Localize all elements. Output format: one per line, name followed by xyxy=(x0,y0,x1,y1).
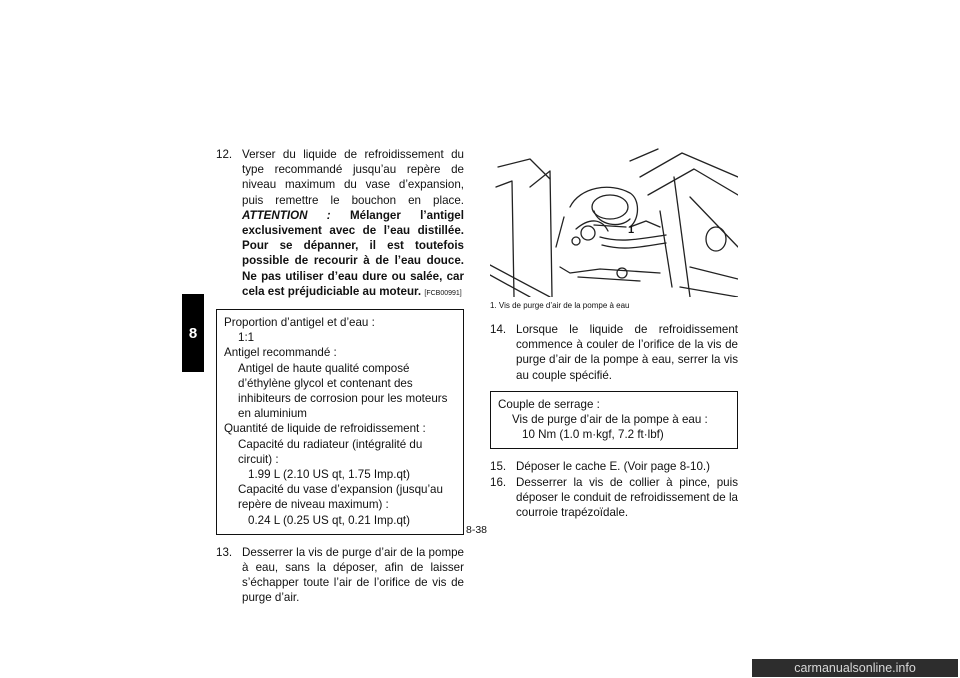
step-text: Desserrer la vis de collier à pince, puis déposer le conduit de refroidissement de la courroie trapézoïdale. xyxy=(516,475,738,520)
spec-label: Proportion d’antigel et d’eau : xyxy=(224,316,375,330)
step-text: Lorsque le liquide de refroidissement commence à couler de l’orifice de la vis de purge d’air de la pompe à eau, serrer la vis au couple spécifié. xyxy=(516,323,738,382)
spec-value: 0.24 L (0.25 US qt, 0.21 Imp.qt) xyxy=(248,513,410,527)
spec-sublabel: Capacité du vase d’expansion (jusqu’au repère de niveau maximum) : xyxy=(238,483,443,512)
right-column xyxy=(490,322,738,520)
spec-label: Couple de serrage : xyxy=(498,397,600,411)
step-number: 14. xyxy=(490,323,507,336)
step-text: Desserrer la vis de purge d’air de la pompe à eau, sans la déposer, afin de laisser s’échapper toute l’air de l’orifice de vis de purge d’air. xyxy=(242,545,464,605)
watermark: carmanualsonline.info xyxy=(752,659,958,677)
step-12 xyxy=(216,147,464,301)
spec-value: 1:1 xyxy=(238,331,255,345)
step-13 xyxy=(216,545,464,606)
step-14 xyxy=(490,322,738,383)
spec-value: 10 Nm (1.0 m·kgf, 7.2 ft·lbf) xyxy=(522,428,664,442)
step-number: 13. xyxy=(216,545,233,559)
step-text: Déposer le cache E. (Voir page 8-10.) xyxy=(516,460,710,474)
warning-text: Mélanger l’antigel exclusivement avec de l’eau distillée. Pour se dépanner, il est toutefois possible de recourir à de l’eau douce. Ne pas utiliser d’eau dure ou salée, car cela est préjudiciable au moteur. xyxy=(242,208,464,298)
step-text: Verser du liquide de refroidissement du type recommandé jusqu’au repère de niveau maximum du vase d’expansion, puis remettre le bouchon en place. xyxy=(242,148,464,207)
spec-sublabel: Capacité du radiateur (intégralité du circuit) : xyxy=(238,437,423,466)
illustration-caption: 1. Vis de purge d’air de la pompe à eau xyxy=(490,301,630,310)
page-number: 8-38 xyxy=(466,524,488,536)
left-column xyxy=(216,147,464,606)
spec-sublabel: Vis de purge d’air de la pompe à eau : xyxy=(512,413,708,427)
step-number: 16. xyxy=(490,475,507,489)
coolant-spec-box xyxy=(216,309,464,535)
reference-code: [FCB00991] xyxy=(424,289,462,297)
water-pump-illustration xyxy=(490,147,738,297)
step-15 xyxy=(490,459,738,474)
spec-value: Antigel de haute qualité composé d’éthylène glycol et contenant des inhibiteurs de corrosion pour les moteurs en aluminium xyxy=(238,361,448,421)
step-number: 15. xyxy=(490,460,507,474)
callout-number: 1 xyxy=(628,224,635,236)
spec-label: Quantité de liquide de refroidissement : xyxy=(224,422,426,436)
spec-label: Antigel recommandé : xyxy=(224,346,337,360)
torque-spec-box xyxy=(490,391,738,450)
chapter-tab: 8 xyxy=(182,294,204,372)
step-16 xyxy=(490,475,738,521)
spec-value: 1.99 L (2.10 US qt, 1.75 Imp.qt) xyxy=(248,468,410,482)
attention-label: ATTENTION : xyxy=(242,208,331,222)
step-number: 12. xyxy=(216,148,233,161)
